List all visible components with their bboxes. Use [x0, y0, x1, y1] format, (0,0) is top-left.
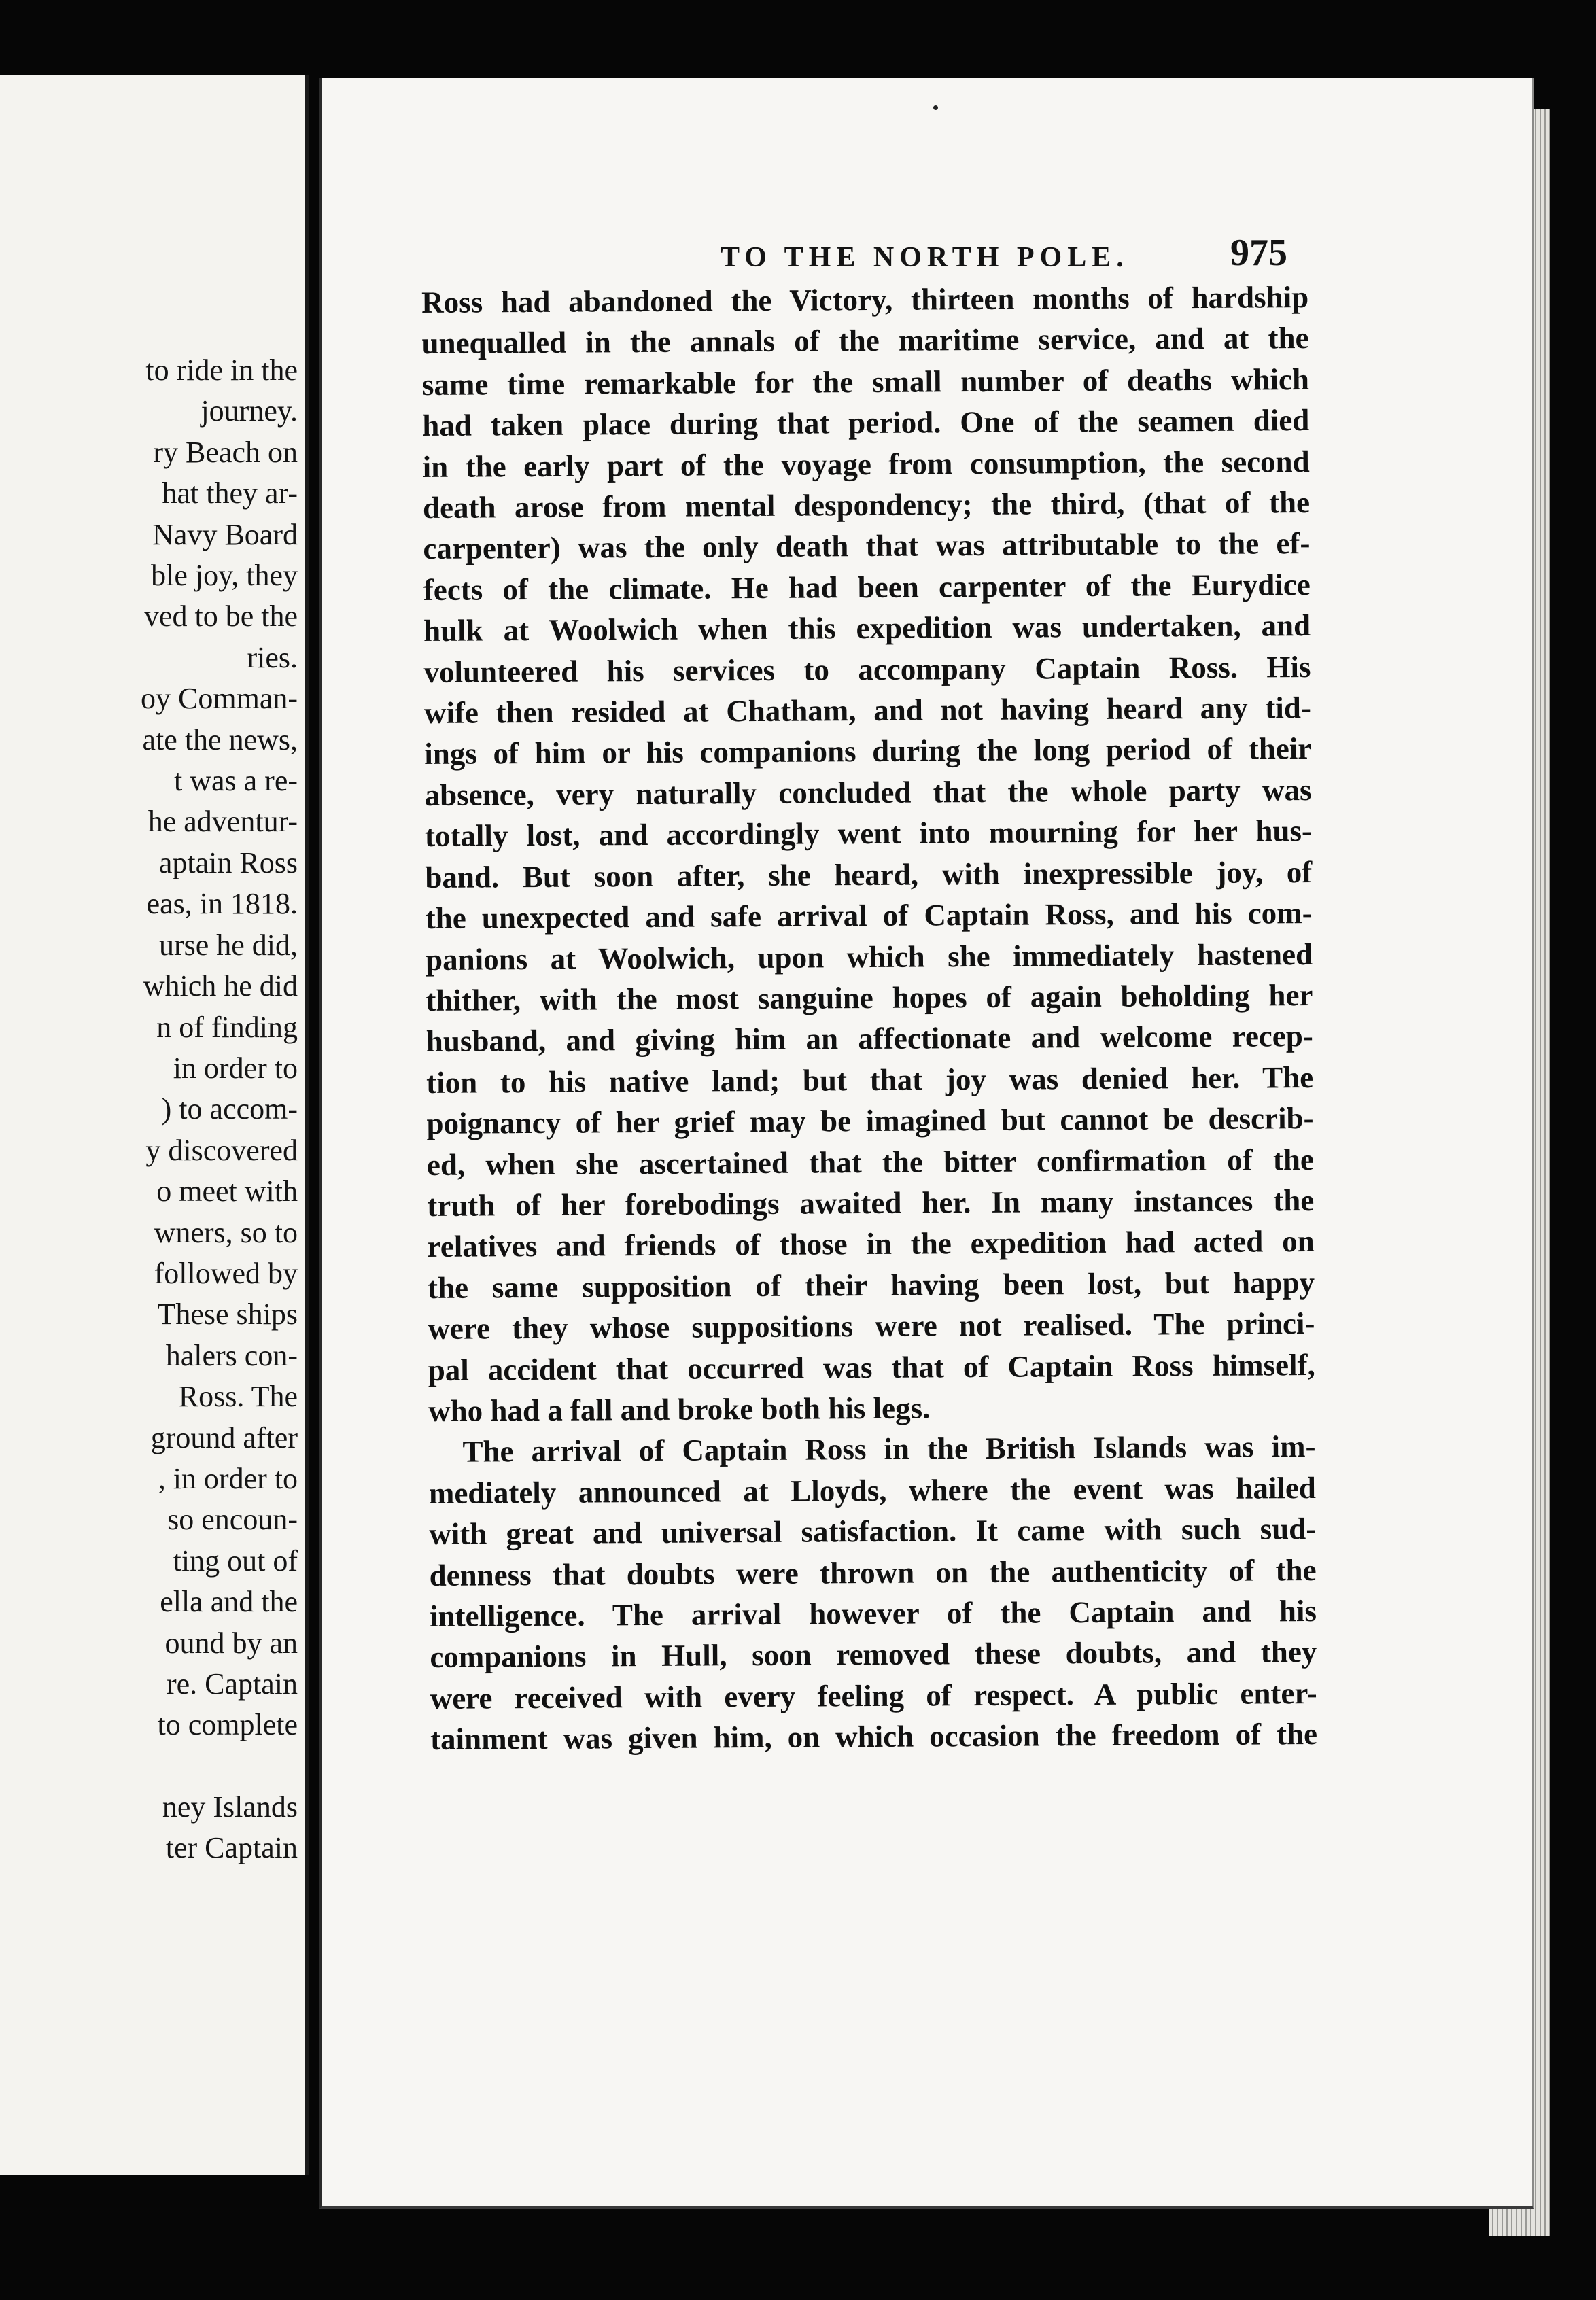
text-line: Ross had abandoned the Victory, thirteen months of hardship — [421, 280, 1309, 319]
left-line: ble joy, they — [151, 559, 298, 593]
left-line: t was a re- — [173, 764, 298, 798]
text-line: with great and universal satisfaction. It came with such sud- — [429, 1512, 1317, 1552]
left-line: ella and the — [160, 1585, 298, 1619]
left-line: ate the news, — [142, 722, 298, 756]
left-line: Navy Board — [152, 517, 298, 551]
text-line: denness that doubts were thrown on the authenticity of the — [429, 1552, 1317, 1592]
ink-speck — [933, 105, 938, 110]
text-line: poignancy of her grief may be imagined but cannot be describ- — [426, 1101, 1314, 1141]
left-line: aptain Ross — [158, 846, 298, 879]
left-line: ground after — [150, 1421, 298, 1454]
text-line: totally lost, and accordingly went into mourning for her hus- — [424, 814, 1313, 854]
left-line: wners, so to — [154, 1215, 298, 1249]
text-line: wife then resided at Chatham, and not having heard any tid- — [423, 691, 1312, 731]
left-line: journey. — [201, 394, 298, 428]
left-line: to complete — [157, 1708, 298, 1742]
text-line: had taken place during that period. One of the seamen died — [422, 403, 1310, 443]
left-line: Ross. The — [178, 1380, 298, 1414]
text-line: The arrival of Captain Ross in the British Islands was im- — [462, 1429, 1316, 1469]
text-line: thither, with the most sanguine hopes of again beholding her — [426, 977, 1313, 1017]
text-line: ings of him or his companions during the long period of their — [424, 731, 1312, 771]
text-line: same time remarkable for the small number of deaths which — [421, 362, 1310, 402]
body-text — [421, 277, 1317, 1760]
text-line: hulk at Woolwich when this expedition was undertaken, and — [423, 608, 1311, 648]
left-line: ound by an — [164, 1626, 298, 1660]
text-line: volunteered his services to accompany Captain Ross. His — [423, 649, 1311, 689]
left-page-text — [2, 350, 305, 1869]
left-line-gap — [2, 1746, 305, 1787]
text-line: death arose from mental despondency; the third, (that of the — [422, 485, 1311, 525]
text-line: intelligence. The arrival however of the Captain and his — [429, 1593, 1317, 1633]
left-line: n of finding — [156, 1010, 298, 1044]
text-line: were received with every feeling of respect. A public enter- — [430, 1675, 1317, 1715]
left-line: oy Comman- — [141, 682, 298, 716]
text-line: panions at Woolwich, upon which she immediately hastened — [425, 937, 1313, 977]
left-line: ) to accom- — [161, 1092, 298, 1126]
text-line: absence, very naturally concluded that the whole party was — [424, 772, 1312, 812]
left-line: , in order to — [158, 1461, 298, 1495]
left-page — [0, 75, 309, 2175]
left-line: so encoun- — [167, 1503, 298, 1537]
left-line: hat they ar- — [162, 476, 298, 510]
text-line: the unexpected and safe arrival of Captain Ross, and his com- — [425, 896, 1313, 936]
text-line: ed, when she ascertained that the bitter confirmation of the — [426, 1142, 1315, 1182]
left-line: ry Beach on — [153, 435, 298, 469]
text-line: truth of her forebodings awaited her. In many instances the — [427, 1183, 1315, 1223]
text-line: were they whose suppositions were not realised. The princi- — [428, 1306, 1315, 1346]
running-head: TO THE NORTH POLE. — [721, 242, 1129, 273]
text-line: tion to his native land; but that joy was denied her. The — [426, 1060, 1314, 1100]
left-line: he adventur- — [148, 805, 298, 839]
text-line: pal accident that occurred was that of Captain Ross himself, — [428, 1347, 1315, 1387]
left-line: halers con- — [165, 1338, 298, 1372]
text-line: mediately announced at Lloyds, where the event was hailed — [428, 1470, 1317, 1510]
text-line: the same supposition of their having been lost, but happy — [427, 1265, 1315, 1305]
left-line: urse he did, — [158, 928, 298, 962]
left-line: eas, in 1818. — [146, 887, 298, 921]
text-line: in the early part of the voyage from consumption, the second — [422, 444, 1310, 484]
text-line: tainment was given him, on which occasion the freedom of the — [430, 1717, 1318, 1757]
text-line: who had a fall and broke both his legs. — [428, 1391, 931, 1428]
page-number: 975 — [1230, 232, 1287, 274]
left-line: These ships — [157, 1297, 298, 1331]
left-line: followed by — [154, 1256, 298, 1290]
left-line: ney Islands — [162, 1790, 298, 1824]
left-line: which he did — [143, 969, 298, 1003]
text-line: companions in Hull, soon removed these doubts, and they — [430, 1635, 1317, 1675]
text-line: unequalled in the annals of the maritime service, and at the — [421, 321, 1309, 361]
left-line: re. Captain — [166, 1667, 298, 1701]
left-line: in order to — [173, 1051, 298, 1085]
left-line: ting out of — [173, 1544, 298, 1578]
left-line: ved to be the — [143, 599, 298, 633]
text-line: band. But soon after, she heard, with inexpressible joy, of — [425, 854, 1313, 894]
left-line: y discovered — [145, 1133, 298, 1167]
text-line: relatives and friends of those in the expedition had acted on — [427, 1224, 1315, 1264]
text-line: husband, and giving him an affectionate and welcome recep- — [426, 1019, 1313, 1059]
left-line: ries. — [247, 640, 298, 674]
left-line: ter Captain — [165, 1831, 298, 1865]
text-line: fects of the climate. He had been carpenter of the Eurydice — [423, 567, 1311, 607]
left-line: to ride in the — [145, 353, 298, 387]
left-line: o meet with — [156, 1174, 298, 1208]
text-line: carpenter) was the only death that was attributable to the ef- — [423, 526, 1311, 566]
